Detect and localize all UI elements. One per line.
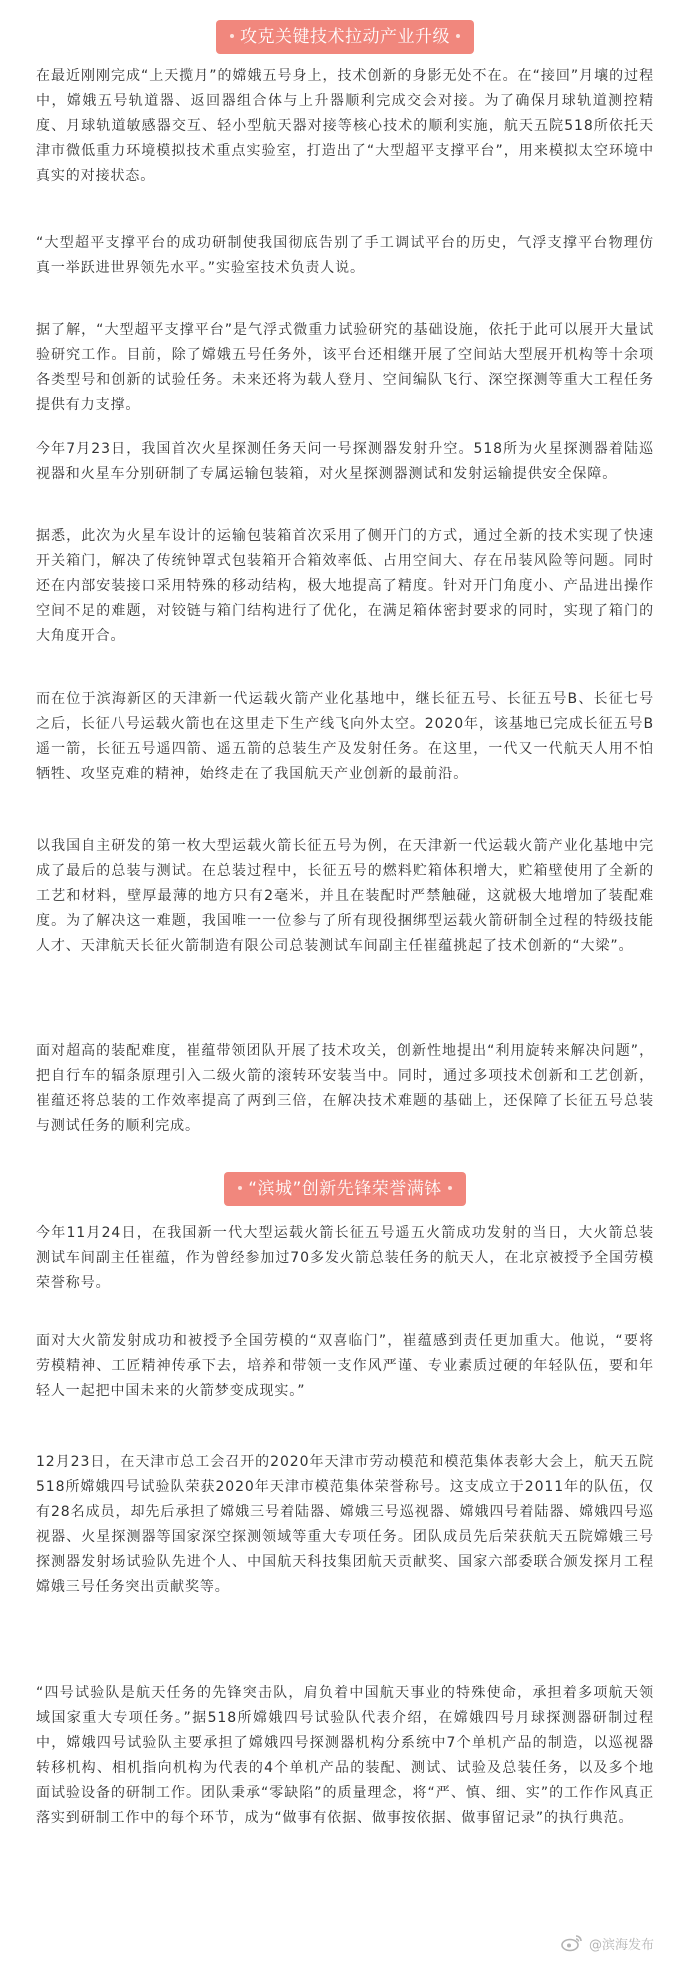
paragraph: 今年11月24日，在我国新一代大型运载火箭长征五号遥五火箭成功发射的当日，大火箭总装测试车间副主任崔蕴，作为曾经参加过70多发火箭总装任务的航天人，在北京被授予全国劳模荣誉称号。 [36, 1225, 654, 1291]
section-heading-wrap [0, 1172, 690, 1206]
paragraph: “大型超平支撑平台的成功研制使我国彻底告别了手工调试平台的历史，气浮支撑平台物理仿真一举跃进世界领先水平。”实验室技术负责人说。 [36, 235, 654, 276]
weibo-icon [561, 1934, 583, 1952]
paragraph: 面对超高的装配难度，崔蕴带领团队开展了技术攻关，创新性地提出“利用旋转来解决问题”，把自行车的辐条原理引入二级火箭的滚转环安装当中。同时，通过多项技术创新和工艺创新，崔蕴还将总装的工作效率提高了两到三倍，在解决技术难题的基础上，还保障了长征五号总装与测试任务的顺利完成。 [36, 1043, 654, 1134]
watermark [561, 1932, 654, 1954]
paragraph: 而在位于滨海新区的天津新一代运载火箭产业化基地中，继长征五号、长征五号B、长征七号之后，长征八号运载火箭也在这里走下生产线飞向外太空。2020年，该基地已完成长征五号B遥一箭，长征五号遥四箭、遥五箭的总装生产及发射任务。在这里，一代又一代航天人用不怕牺牲、攻坚克难的精神，始终走在了我国航天产业创新的最前沿。 [36, 691, 654, 782]
paragraph: 今年7月23日，我国首次火星探测任务天问一号探测器发射升空。518所为火星探测器着陆巡视器和火星车分别研制了专属运输包装箱，对火星探测器测试和发射运输提供安全保障。 [36, 441, 654, 482]
watermark-text: @滨海发布 [588, 1937, 654, 1953]
paragraph: 以我国自主研发的第一枚大型运载火箭长征五号为例，在天津新一代运载火箭产业化基地中完成了最后的总装与测试。在总装过程中，长征五号的燃料贮箱体积增大，贮箱壁使用了全新的工艺和材料，壁厚最薄的地方只有2毫米，并且在装配时严禁触碰，这就极大地增加了装配难度。为了解决这一难题，我国唯一一位参与了所有现役捆绑型运载火箭研制全过程的特级技能人才、天津航天长征火箭制造有限公司总装测试车间副主任崔蕴挑起了技术创新的“大梁”。 [36, 838, 654, 954]
paragraph: 据了解，“大型超平支撑平台”是气浮式微重力试验研究的基础设施，依托于此可以展开大量试验研究工作。目前，除了嫦娥五号任务外，该平台还相继开展了空间站大型展开机构等十余项各类型号和创新的试验任务。未来还将为载人登月、空间编队飞行、深空探测等重大工程任务提供有力支撑。 [36, 322, 654, 413]
paragraph: 据悉，此次为火星车设计的运输包装箱首次采用了侧开门的方式，通过全新的技术实现了快速开关箱门，解决了传统钟罩式包装箱开合箱效率低、占用空间大、存在吊装风险等问题。同时还在内部安装接口采用特殊的移动结构，极大地提高了精度。针对开门角度小、产品进出操作空间不足的难题，对铰链与箱门结构进行了优化，在满足箱体密封要求的同时，实现了箱门的大角度开合。 [36, 528, 654, 644]
paragraph: 在最近刚刚完成“上天揽月”的嫦娥五号身上，技术创新的身影无处不在。在“接回”月壤的过程中，嫦娥五号轨道器、返回器组合体与上升器顺利完成交会对接。为了确保月球轨道测控精度、月球轨道敏感器交互、轻小型航天器对接等核心技术的顺利实施，航天五院518所依托天津市微低重力环境模拟技术重点实验室，打造出了“大型超平支撑平台”，用来模拟太空环境中真实的对接状态。 [36, 68, 654, 184]
paragraph: “四号试验队是航天任务的先锋突击队，肩负着中国航天事业的特殊使命，承担着多项航天领域国家重大专项任务。”据518所嫦娥四号试验队代表介绍，在嫦娥四号月球探测器研制过程中，嫦娥四号试验队主要承担了嫦娥四号探测器机构分系统中7个单机产品的制造，以巡视器转移机构、相机指向机构为代表的4个单机产品的装配、测试、试验及总装任务，以及多个地面试验设备的研制工作。团队秉承“零缺陷”的质量理念，将“严、慎、细、实”的工作作风真正落实到研制工作中的每个环节，成为“做事有依据、做事按依据、做事留记录”的执行典范。 [36, 1685, 654, 1826]
section-heading: 攻克关键技术拉动产业升级 [216, 20, 474, 54]
paragraph: 面对大火箭发射成功和被授予全国劳模的“双喜临门”，崔蕴感到责任更加重大。他说，“要将劳模精神、工匠精神传承下去，培养和带领一支作风严谨、专业素质过硬的年轻队伍，要和年轻人一起把中国未来的火箭梦变成现实。” [36, 1333, 654, 1399]
paragraph: 12月23日，在天津市总工会召开的2020年天津市劳动模范和模范集体表彰大会上，航天五院518所嫦娥四号试验队荣获2020年天津市模范集体荣誉称号。这支成立于2011年的队伍，仅有28名成员，却先后承担了嫦娥三号着陆器、嫦娥三号巡视器、嫦娥四号着陆器、嫦娥四号巡视器、火星探测器等国家深空探测领域等重大专项任务。团队成员先后荣获航天五院嫦娥三号探测器发射场试验队先进个人、中国航天科技集团航天贡献奖、国家六部委联合颁发探月工程嫦娥三号任务突出贡献奖等。 [36, 1454, 654, 1595]
section-heading: “滨城”创新先锋荣誉满钵 [224, 1172, 466, 1206]
section-heading-wrap [0, 20, 690, 54]
